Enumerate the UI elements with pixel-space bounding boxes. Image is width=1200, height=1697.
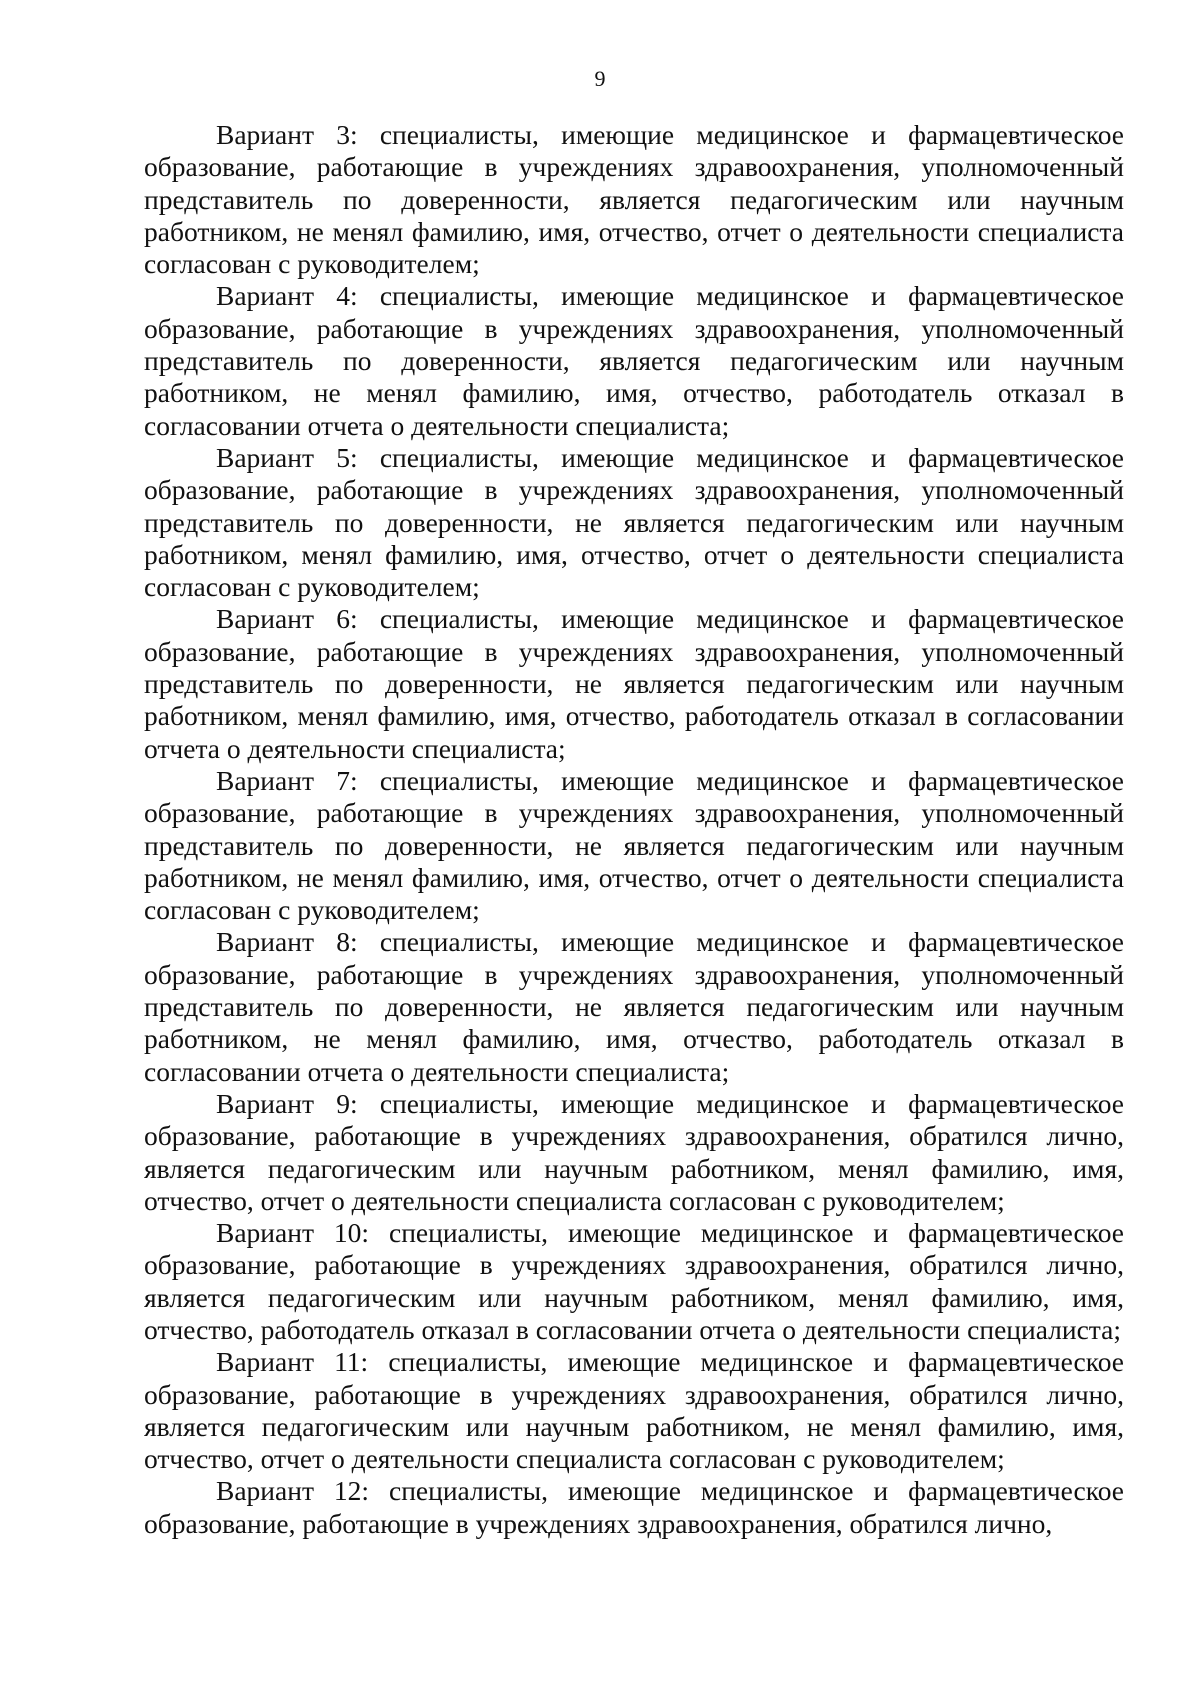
- page-number: 9: [594, 66, 606, 91]
- paragraph-variant-8: Вариант 8: специалисты, имеющие медицинское и фармацевтическое образование, работающие в учреждениях здравоохранения, уполномоченный представитель по доверенности, не является педагогическим или научным работником, не менял фамилию, имя, отчество, работодатель отказал в согласовании отчета о деятельности специалиста;: [144, 926, 1124, 1087]
- paragraph-variant-6: Вариант 6: специалисты, имеющие медицинское и фармацевтическое образование, работающие в учреждениях здравоохранения, уполномоченный представитель по доверенности, не является педагогическим или научным работником, менял фамилию, имя, отчество, работодатель отказал в согласовании отчета о деятельности специалиста;: [144, 603, 1124, 764]
- paragraph-variant-4: Вариант 4: специалисты, имеющие медицинское и фармацевтическое образование, работающие в учреждениях здравоохранения, уполномоченный представитель по доверенности, является педагогическим или научным работником, не менял фамилию, имя, отчество, работодатель отказал в согласовании отчета о деятельности специалиста;: [144, 280, 1124, 441]
- paragraph-variant-7: Вариант 7: специалисты, имеющие медицинское и фармацевтическое образование, работающие в учреждениях здравоохранения, уполномоченный представитель по доверенности, не является педагогическим или научным работником, не менял фамилию, имя, отчество, отчет о деятельности специалиста согласован с руководителем;: [144, 764, 1124, 926]
- paragraph-variant-5: Вариант 5: специалисты, имеющие медицинское и фармацевтическое образование, работающие в учреждениях здравоохранения, уполномоченный представитель по доверенности, не является педагогическим или научным работником, менял фамилию, имя, отчество, отчет о деятельности специалиста согласован с руководителем;: [144, 441, 1124, 603]
- paragraph-variant-3: Вариант 3: специалисты, имеющие медицинское и фармацевтическое образование, работающие в учреждениях здравоохранения, уполномоченный представитель по доверенности, является педагогическим или научным работником, не менял фамилию, имя, отчество, отчет о деятельности специалиста согласован с руководителем;: [144, 119, 1124, 280]
- paragraph-variant-12: Вариант 12: специалисты, имеющие медицинское и фармацевтическое образование, работающие в учреждениях здравоохранения, обратился лично,: [144, 1475, 1124, 1539]
- document-body: [144, 119, 1124, 1540]
- paragraph-variant-11: Вариант 11: специалисты, имеющие медицинское и фармацевтическое образование, работающие в учреждениях здравоохранения, обратился лично, является педагогическим или научным работником, не менял фамилию, имя, отчество, отчет о деятельности специалиста согласован с руководителем;: [144, 1346, 1124, 1475]
- paragraph-variant-9: Вариант 9: специалисты, имеющие медицинское и фармацевтическое образование, работающие в учреждениях здравоохранения, обратился лично, является педагогическим или научным работником, менял фамилию, имя, отчество, отчет о деятельности специалиста согласован с руководителем;: [144, 1087, 1124, 1216]
- paragraph-variant-10: Вариант 10: специалисты, имеющие медицинское и фармацевтическое образование, работающие в учреждениях здравоохранения, обратился лично, является педагогическим или научным работником, менял фамилию, имя, отчество, работодатель отказал в согласовании отчета о деятельности специалиста;: [144, 1217, 1124, 1345]
